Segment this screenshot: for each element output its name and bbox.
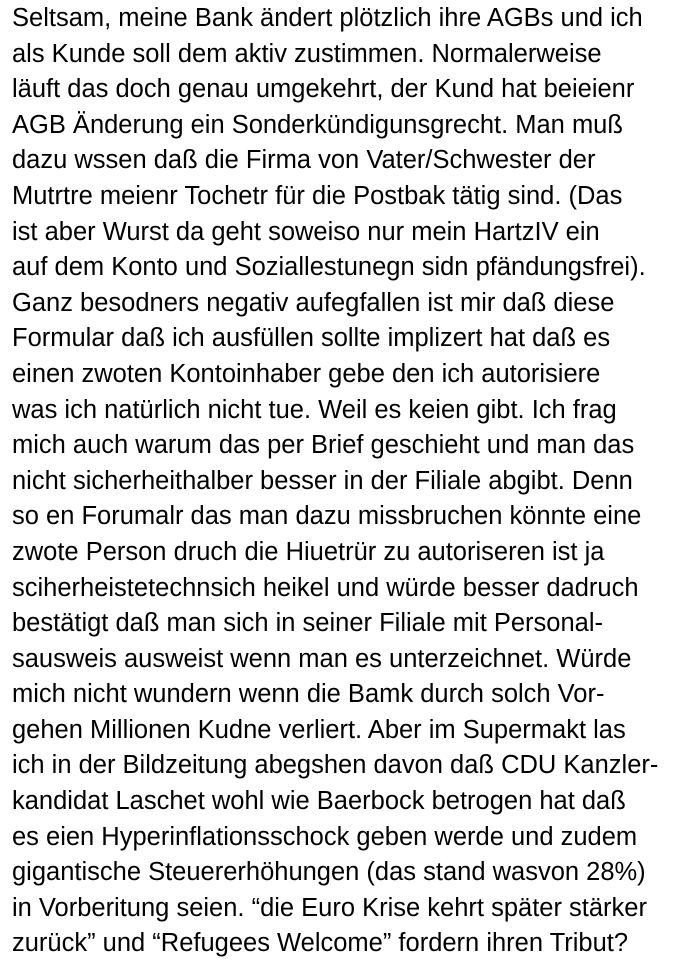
text-line-4: AGB Änderung ein Sonderkündigunsgrecht. Man muß — [12, 110, 623, 139]
text-line-7: ist aber Wurst da geht soweiso nur mein HartzIV ein — [12, 217, 600, 246]
text-line-27: zurück” und “Refugees Welcome” fordern ihren Tribut? — [12, 929, 629, 958]
text-line-19: sausweis ausweist wenn man es unterzeichnet. Würde — [12, 644, 632, 673]
text-line-20: mich nicht wundern wenn die Bamk durch solch Vor- — [12, 680, 605, 709]
text-line-2: als Kunde soll dem aktiv zustimmen. Normalerweise — [12, 39, 602, 68]
text-line-9: Ganz besodners negativ aufegfallen ist mir daß diese — [12, 288, 615, 317]
text-line-1: Seltsam, meine Bank ändert plötzlich ihre AGBs und ich — [12, 4, 643, 32]
text-line-11: einen zwoten Kontoinhaber gebe den ich autorisiere — [12, 359, 601, 388]
text-line-5: dazu wssen daß die Firma von Vater/Schwester der — [12, 146, 596, 175]
text-line-8: auf dem Konto und Soziallestunegn sidn pfändungsfrei). — [12, 253, 646, 282]
text-line-10: Formular daß ich ausfüllen sollte implizert hat daß es — [12, 324, 611, 353]
text-line-24: es eien Hyperinflationsschock geben werde und zudem — [12, 822, 638, 851]
text-line-22: ich in der Bildzeitung abegshen davon daß CDU Kanzler- — [12, 751, 659, 780]
text-line-18: bestätigt daß man sich in seiner Filiale mit Personal- — [12, 609, 603, 638]
text-line-12: was ich natürlich nicht tue. Weil es keien gibt. Ich frag — [12, 395, 617, 424]
text-line-25: gigantische Steuererhöhungen (das stand wasvon 28%) — [12, 858, 646, 887]
body-text — [12, 0, 682, 962]
text-line-6: Mutrtre meienr Tochetr für die Postbak tätig sind. (Das — [12, 181, 623, 210]
text-line-13: mich auch warum das per Brief geschieht und man das — [12, 431, 635, 460]
text-line-21: gehen Millionen Kudne verliert. Aber im Supermakt las — [12, 715, 626, 744]
text-line-26: in Vorberitung seien. “die Euro Krise kehrt später stärker — [12, 893, 647, 922]
text-line-3: läuft das doch genau umgekehrt, der Kund hat beieienr — [12, 75, 635, 104]
text-line-23: kandidat Laschet wohl wie Baerbock betrogen hat daß — [12, 787, 626, 816]
text-line-15: so en Forumalr das man dazu missbruchen könnte eine — [12, 502, 642, 531]
text-line-16: zwote Person druch die Hiuetrür zu autoriseren ist ja — [12, 537, 605, 566]
text-line-14: nicht sicherheithalber besser in der Filiale abgibt. Denn — [12, 466, 633, 495]
text-line-17: sciherheistetechnsich heikel und würde besser dadruch — [12, 573, 639, 602]
